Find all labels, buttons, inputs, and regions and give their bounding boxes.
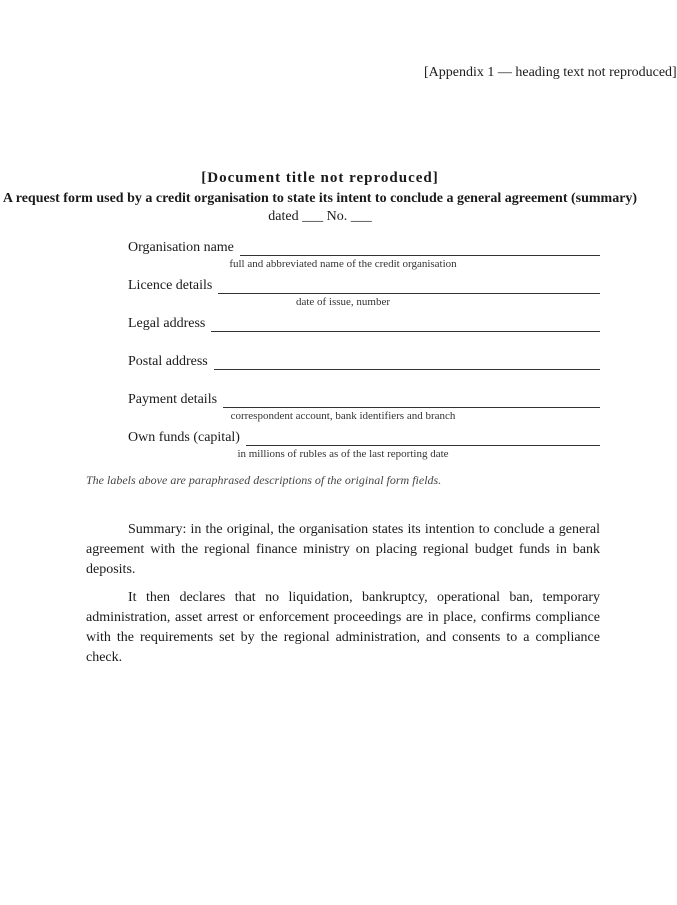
form-note: The labels above are paraphrased descriptions of the original form fields. xyxy=(86,473,442,487)
document-title: [Document title not reproduced] xyxy=(201,170,439,186)
document-subtitle: A request form used by a credit organisation to state its intent to conclude a general agreement (summary) xyxy=(2,191,638,206)
fill-line xyxy=(223,392,600,408)
form-row-caption xyxy=(86,370,600,386)
form-row xyxy=(86,234,600,256)
form-row xyxy=(86,272,600,294)
body-summary xyxy=(86,520,600,676)
form-row xyxy=(86,424,600,446)
summary-paragraph: Summary: in the original, the organisation states its intention to conclude a general agreement with the regional finance ministry on placing regional budget funds in bank deposits. xyxy=(86,522,600,577)
fill-line xyxy=(246,430,600,446)
form-row-label: Payment details xyxy=(128,392,218,407)
form-row-caption xyxy=(86,332,600,348)
title-block xyxy=(0,170,640,225)
form-row-label: Legal address xyxy=(128,316,206,331)
fill-line xyxy=(218,278,600,294)
fill-line xyxy=(211,316,600,332)
request-form xyxy=(86,234,600,488)
document-ref-line: dated ___ No. ___ xyxy=(268,209,372,224)
form-row-caption: full and abbreviated name of the credit organisation xyxy=(229,258,457,270)
fill-line xyxy=(240,240,600,256)
form-row xyxy=(86,348,600,370)
form-row-label: Own funds (capital) xyxy=(128,430,240,445)
appendix-line: [Appendix 1 — heading text not reproduced] xyxy=(424,65,677,80)
form-row-caption: correspondent account, bank identifiers and branch xyxy=(230,410,456,422)
form-row-label: Postal address xyxy=(128,354,208,369)
form-row-caption: in millions of rubles as of the last reporting date xyxy=(237,448,449,460)
summary-paragraph: It then declares that no liquidation, bankruptcy, operational ban, temporary administration, asset arrest or enforcement proceedings are in place, confirms compliance with the requirements set by the regional administration, and consents to a compliance check. xyxy=(86,590,600,665)
form-row-label: Licence details xyxy=(128,278,213,293)
form-row-caption: date of issue, number xyxy=(295,296,391,308)
form-row xyxy=(86,310,600,332)
appendix-block xyxy=(424,64,677,82)
fill-line xyxy=(214,354,600,370)
form-row xyxy=(86,386,600,408)
form-row-label: Organisation name xyxy=(128,240,234,255)
